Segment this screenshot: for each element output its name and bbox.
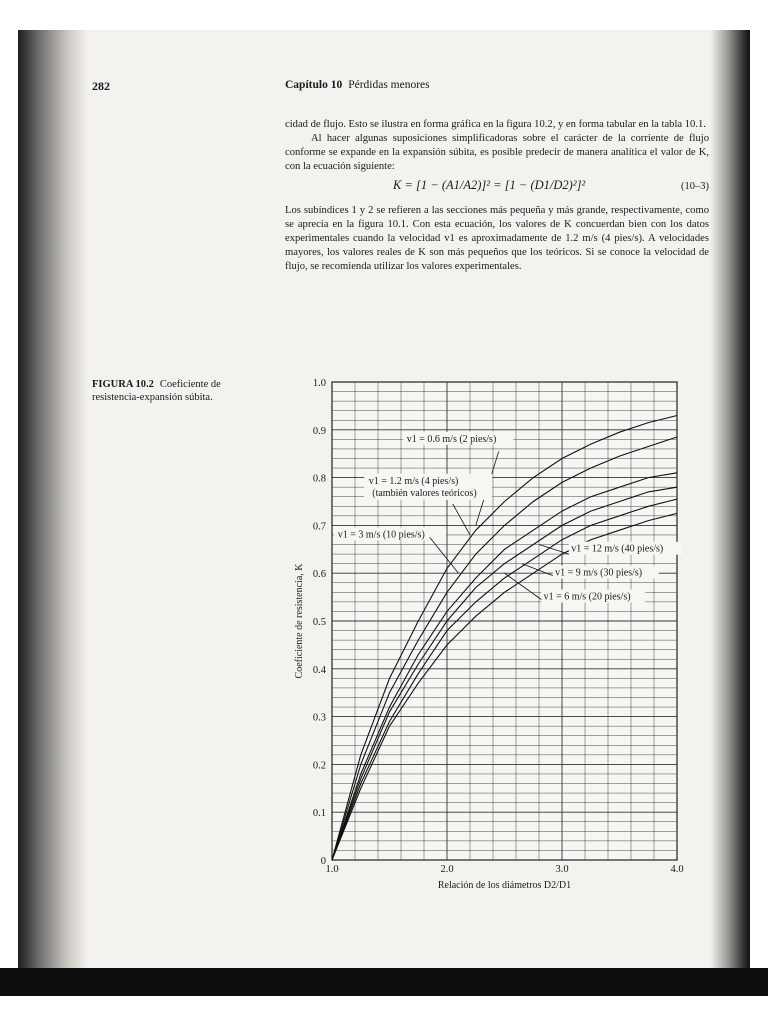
- y-tick-label: 0.4: [312, 664, 326, 676]
- y-tick-label: 0.6: [312, 569, 326, 581]
- body-text: [285, 118, 709, 274]
- y-tick-label: 0.9: [312, 425, 326, 437]
- book-spine-shadow: [18, 30, 88, 990]
- y-tick-label: 0.7: [312, 521, 326, 533]
- x-tick-label: 2.0: [440, 864, 454, 875]
- page-number: 282: [92, 79, 110, 93]
- annotation-v9: v1 = 9 m/s (30 pies/s): [555, 567, 643, 579]
- y-tick-label: 1.0: [312, 378, 326, 389]
- annotation-v12: v1 = 1.2 m/s (4 pies/s): [368, 475, 459, 487]
- y-axis-label: Coeficiente de resistencia, K: [294, 563, 305, 679]
- x-tick-label: 3.0: [555, 864, 569, 875]
- y-tick-label: 0.5: [312, 617, 326, 628]
- equation-number: (10–3): [681, 181, 709, 192]
- resistance-chart: [290, 372, 710, 892]
- paragraph-1: cidad de flujo. Esto se ilustra en forma gráfica en la figura 10.2, y en forma tabular en la tabla 10.1.: [285, 119, 706, 130]
- y-tick-label: 0.8: [312, 473, 326, 485]
- figure-caption-text: Coeficiente de resistencia-expansión súbita.: [92, 379, 221, 403]
- chapter-label: Capítulo 10: [285, 79, 343, 91]
- y-tick-label: 0.3: [312, 712, 326, 724]
- y-tick-label: 0.1: [312, 808, 326, 820]
- figure-caption: [92, 378, 262, 404]
- annotation-v06: v1 = 0.6 m/s (2 pies/s): [406, 433, 497, 445]
- page-edge-shadow: [710, 30, 750, 990]
- x-tick-label: 1.0: [325, 864, 339, 875]
- figure-label: FIGURA 10.2: [92, 379, 154, 390]
- annotation-v6: v1 = 6 m/s (20 pies/s): [543, 591, 631, 603]
- scan-bottom-border: [0, 968, 768, 996]
- annotation-v12-note: (también valores teóricos): [372, 487, 477, 499]
- annotation-v3: v1 = 3 m/s (10 pies/s): [337, 529, 425, 541]
- y-tick-label: 0: [320, 856, 326, 867]
- annotation-v12ms: v1 = 12 m/s (40 pies/s): [571, 543, 664, 555]
- equation: K = [1 − (A1/A2)]² = [1 − (D1/D2)²]²: [393, 178, 586, 192]
- chapter-title: Pérdidas menores: [348, 79, 430, 91]
- paragraph-3: Los subíndices 1 y 2 se refieren a las secciones más pequeña y más grande, respectivamente, como se aprecia en la figura 10.1. Con esta ecuación, los valores de K concuerdan bien con los datos experimentales cuando la velocidad v1 es aproximadamente de 1.2 m/s (4 pies/s). A velocidades mayores, los valores reales de K son más pequeños que los teóricos. Si se conoce la velocidad de flujo, se recomienda utilizar los valores experimentales.: [285, 205, 709, 272]
- running-header: [285, 79, 430, 91]
- equation-block: [285, 176, 709, 200]
- x-tick-label: 4.0: [670, 864, 684, 875]
- paragraph-2: Al hacer algunas suposiciones simplificadoras sobre el carácter de la corriente de flujo conforme se expande en la expansión súbita, es posible predecir de manera analítica el valor de K, con la ecuación siguiente:: [285, 133, 709, 172]
- y-tick-label: 0.2: [312, 760, 326, 772]
- x-axis-label: Relación de los diámetros D2/D1: [437, 880, 572, 891]
